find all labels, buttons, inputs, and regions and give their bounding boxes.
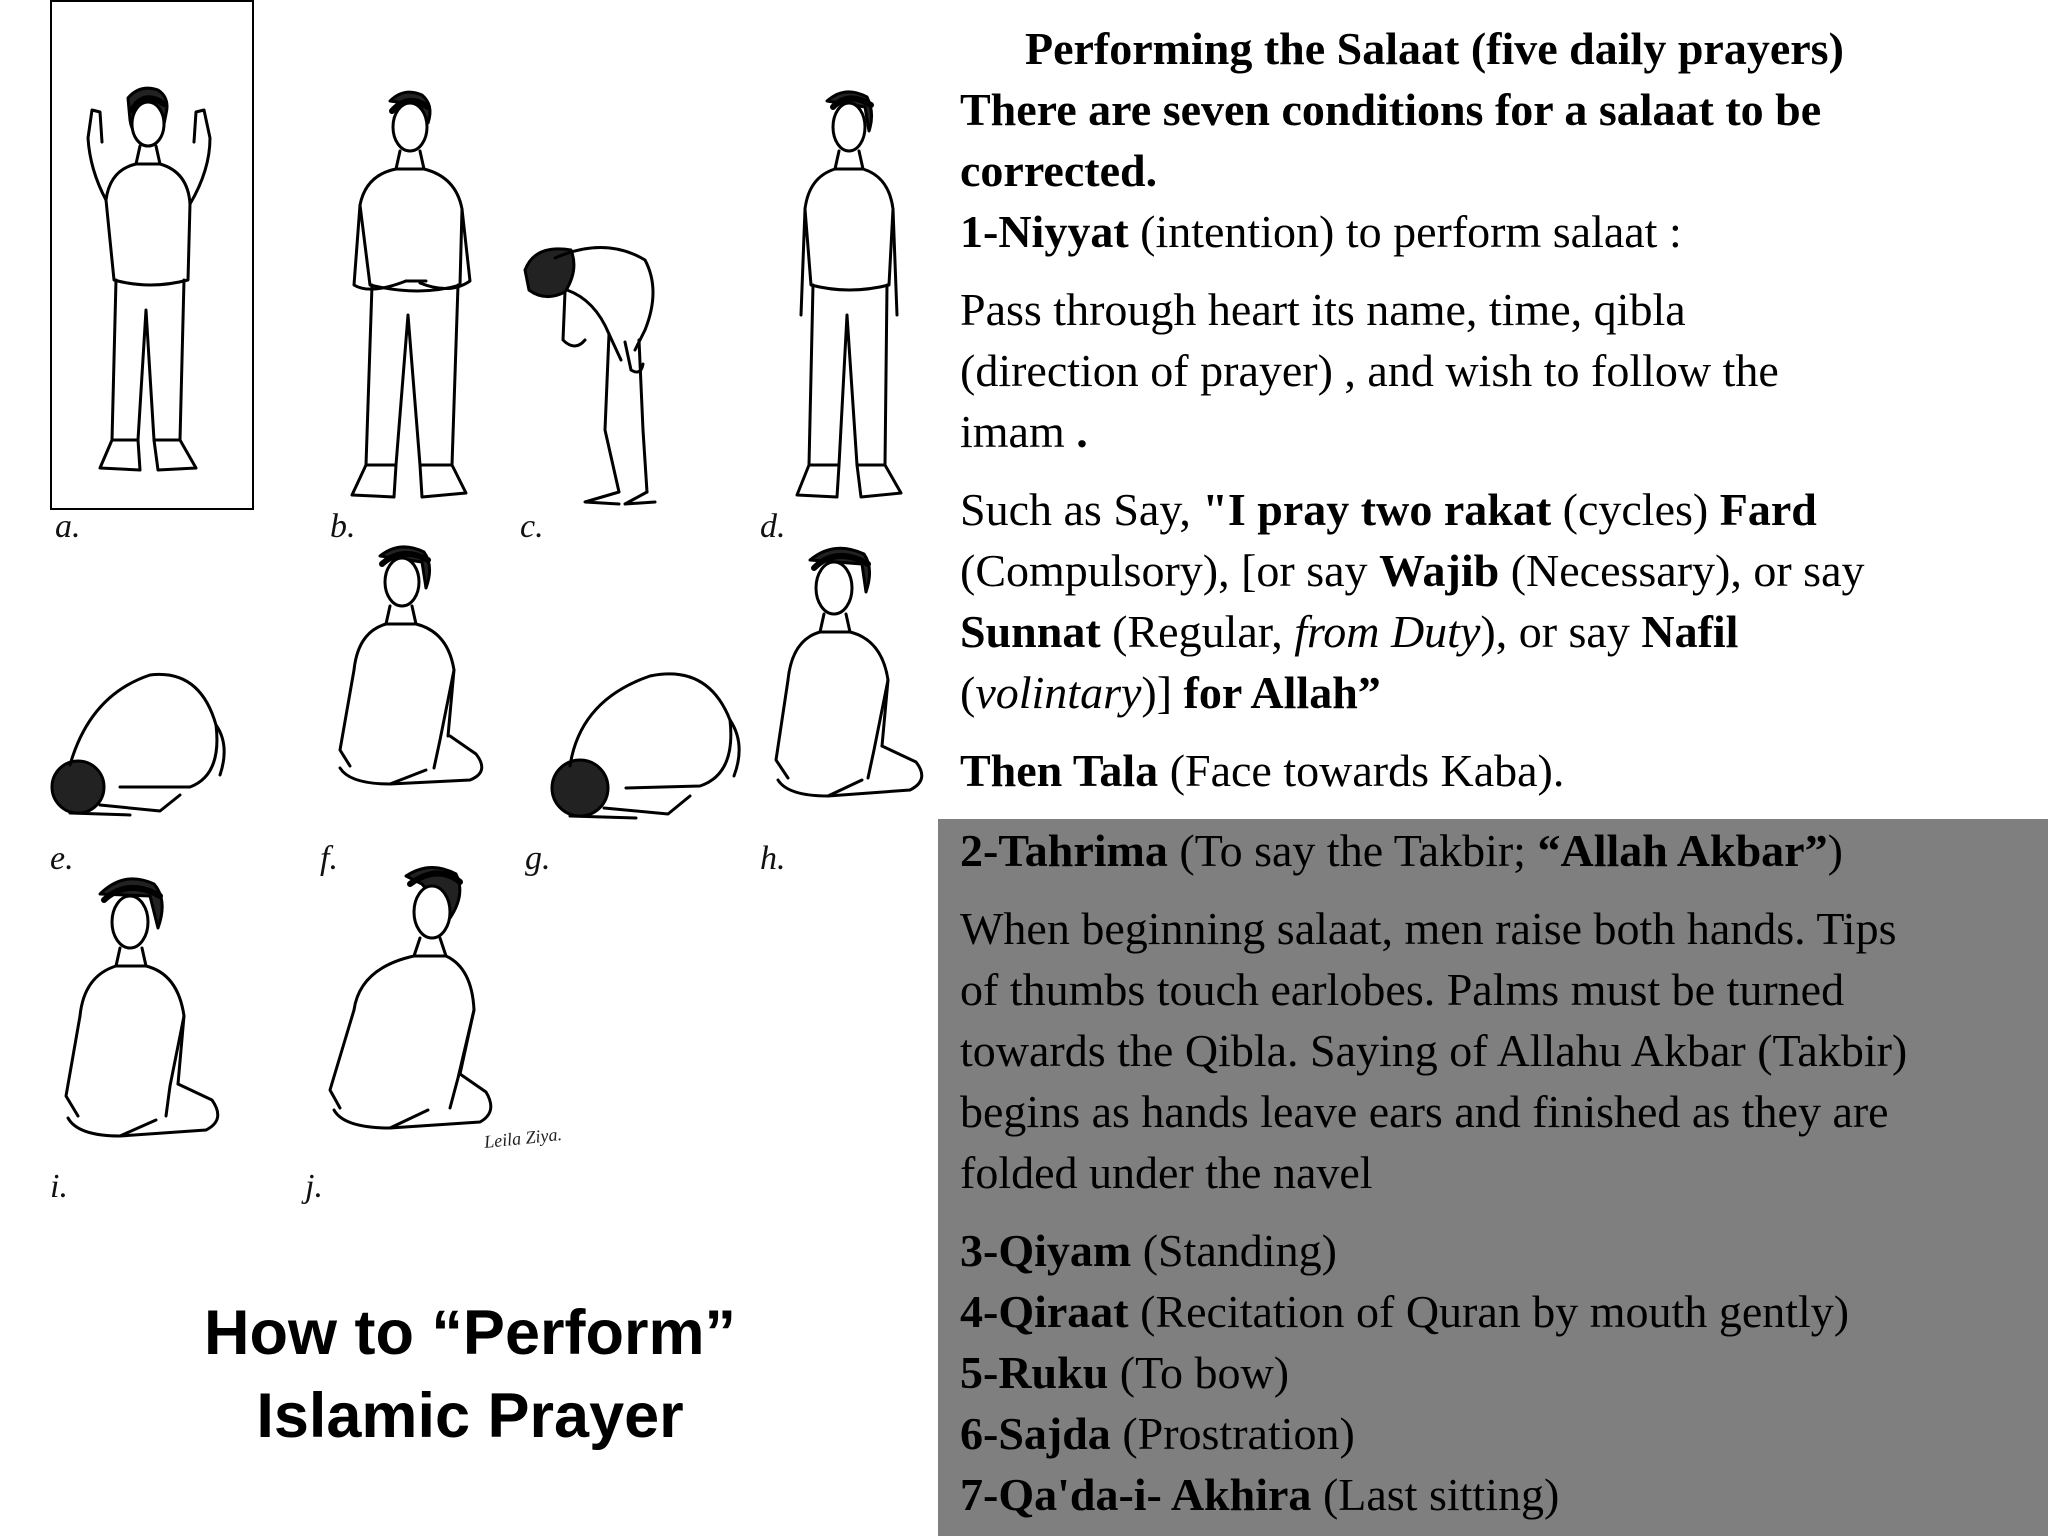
main-title-line-2: Islamic Prayer	[256, 1381, 684, 1451]
figure-f-sitting	[330, 540, 500, 820]
figure-label-j: j.	[305, 1168, 323, 1205]
figure-i-sitting	[50, 870, 230, 1170]
figure-g-prostration	[540, 650, 750, 830]
figure-label-c: c.	[520, 508, 544, 545]
figure-label-f: f.	[320, 840, 338, 877]
then-tala: Then Tala (Face towards Kaba).	[960, 745, 1565, 796]
artist-signature: Leila Ziya.	[483, 1123, 563, 1153]
figure-label-a: a.	[55, 508, 81, 545]
figure-label-g: g.	[525, 840, 551, 877]
condition-7: 7-Qa'da-i- Akhira (Last sitting)	[960, 1469, 1560, 1520]
niyyat-example-1: Such as Say, "I pray two rakat (cycles) Fard	[960, 484, 1817, 535]
figure-label-e: e.	[50, 840, 74, 877]
figure-h-sitting	[770, 540, 940, 830]
figure-label-h: h.	[760, 840, 786, 877]
niyyat-example-3: Sunnat (Regular, from Duty), or say Nafil	[960, 606, 1739, 657]
figure-a-standing-hands-raised	[70, 80, 230, 505]
figure-label-d: d.	[760, 508, 786, 545]
figure-c-bowing	[515, 230, 665, 510]
tahrima-explanation-2: of thumbs touch earlobes. Palms must be turned	[960, 964, 1845, 1015]
tahrima-explanation-3: towards the Qibla. Saying of Allahu Akbar (Takbir)	[960, 1025, 1908, 1076]
niyyat-explanation-1: Pass through heart its name, time, qibla	[960, 284, 1686, 335]
niyyat-example-2: (Compulsory), [or say Wajib (Necessary), or say	[960, 545, 1865, 596]
condition-3: 3-Qiyam (Standing)	[960, 1225, 1337, 1276]
conditions-text-block: Performing the Salaat (five daily prayers) There are seven conditions for a salaat to be corrected. 1-Niyyat (intention) to perform salaat : Pass through heart its name, time, qibla (direction of prayer) , and wish to follow the imam . Such as Say, "I pray two rakat (cycles) Fard (Compulsory), [or say Wajib (Necessary), or say Sunnat (Regular, from Duty), or say Nafil (volintary)] for Allah” Then Tala (Face towards Kaba).	[960, 18, 2040, 801]
condition-5: 5-Ruku (To bow)	[960, 1347, 1290, 1398]
figure-d-standing	[785, 85, 925, 505]
tahrima-explanation-1: When beginning salaat, men raise both hands. Tips	[960, 903, 1897, 954]
condition-2: 2-Tahrima (To say the Takbir; “Allah Akbar”)	[960, 825, 1843, 876]
condition-4: 4-Qiraat (Recitation of Quran by mouth gently)	[960, 1286, 1850, 1337]
niyyat-example-4: (volintary)] for Allah”	[960, 667, 1381, 718]
main-title-line-1: How to “Perform”	[203, 1298, 737, 1368]
tahrima-explanation-4: begins as hands leave ears and finished as they are	[960, 1086, 1889, 1137]
gray-panel-text	[960, 820, 2040, 1525]
condition-1: 1-Niyyat (intention) to perform salaat :	[960, 206, 1682, 257]
figure-label-i: i.	[50, 1168, 68, 1205]
niyyat-explanation-2: (direction of prayer) , and wish to follow the	[960, 345, 1779, 396]
condition-6: 6-Sajda (Prostration)	[960, 1408, 1355, 1459]
conditions-intro: There are seven conditions for a salaat to be	[960, 84, 1822, 135]
section-heading: Performing the Salaat (five daily prayers)	[1025, 23, 1844, 74]
tahrima-explanation-5: folded under the navel	[960, 1147, 1373, 1198]
figure-b-standing-hands-folded	[330, 85, 500, 505]
niyyat-explanation-3: imam .	[960, 406, 1088, 457]
figure-label-b: b.	[330, 508, 356, 545]
main-title	[100, 1292, 840, 1458]
figure-j-sitting	[310, 860, 500, 1160]
figure-e-prostration	[40, 655, 230, 825]
